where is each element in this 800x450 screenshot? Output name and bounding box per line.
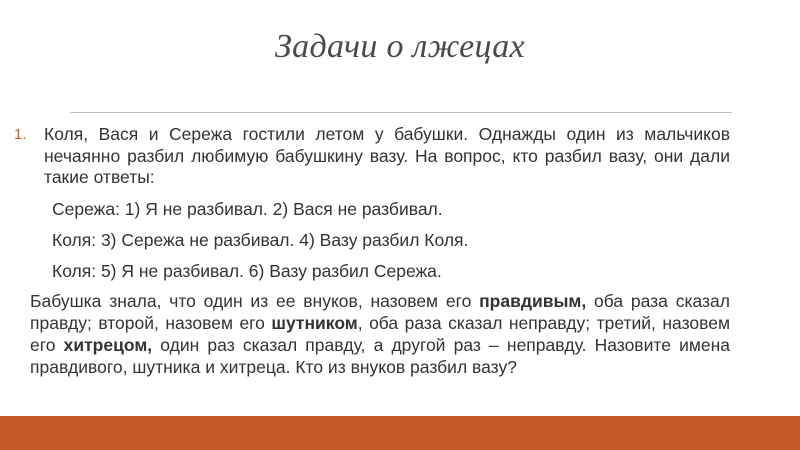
closing-bold-joker: шутником <box>271 313 358 334</box>
footer-accent-bar <box>0 416 800 450</box>
slide-title: Задачи о лжецах <box>275 28 525 65</box>
slide-content <box>14 124 731 378</box>
closing-text-1: Бабушка знала, что один из ее внуков, назовем его <box>30 291 480 312</box>
answer-line-2: Коля: 3) Сережа не разбивал. 4) Вазу разбил Коля. <box>52 230 469 251</box>
closing-paragraph <box>30 290 730 378</box>
problem-item <box>14 124 730 189</box>
closing-text-3: , оба раза сказал неправду; третий, назовем его <box>30 313 731 356</box>
closing-text-2: оба раза сказал правду; второй, назовем его <box>30 291 730 334</box>
closing-bold-truthful: правдивым, <box>479 291 587 312</box>
closing-bold-trickster: хитрецом, <box>63 335 153 356</box>
answer-line-1: Сережа: 1) Я не разбивал. 2) Вася не разбивал. <box>52 199 443 220</box>
closing-text-4: один раз сказал правду, а другой раз – неправду. Назовите имена правдивого, шутника и хитреца. Кто из внуков разбил вазу? <box>30 335 731 378</box>
problem-number: 1. <box>14 126 27 143</box>
problem-text: Коля, Вася и Сережа гостили летом у бабушки. Однажды один из мальчиков нечаянно разбил любимую бабушкину вазу. На вопрос, кто разбил вазу, они дали такие ответы: <box>44 124 730 188</box>
answer-line-3: Коля: 5) Я не разбивал. 6) Вазу разбил Сережа. <box>52 261 442 282</box>
title-divider <box>70 112 732 113</box>
